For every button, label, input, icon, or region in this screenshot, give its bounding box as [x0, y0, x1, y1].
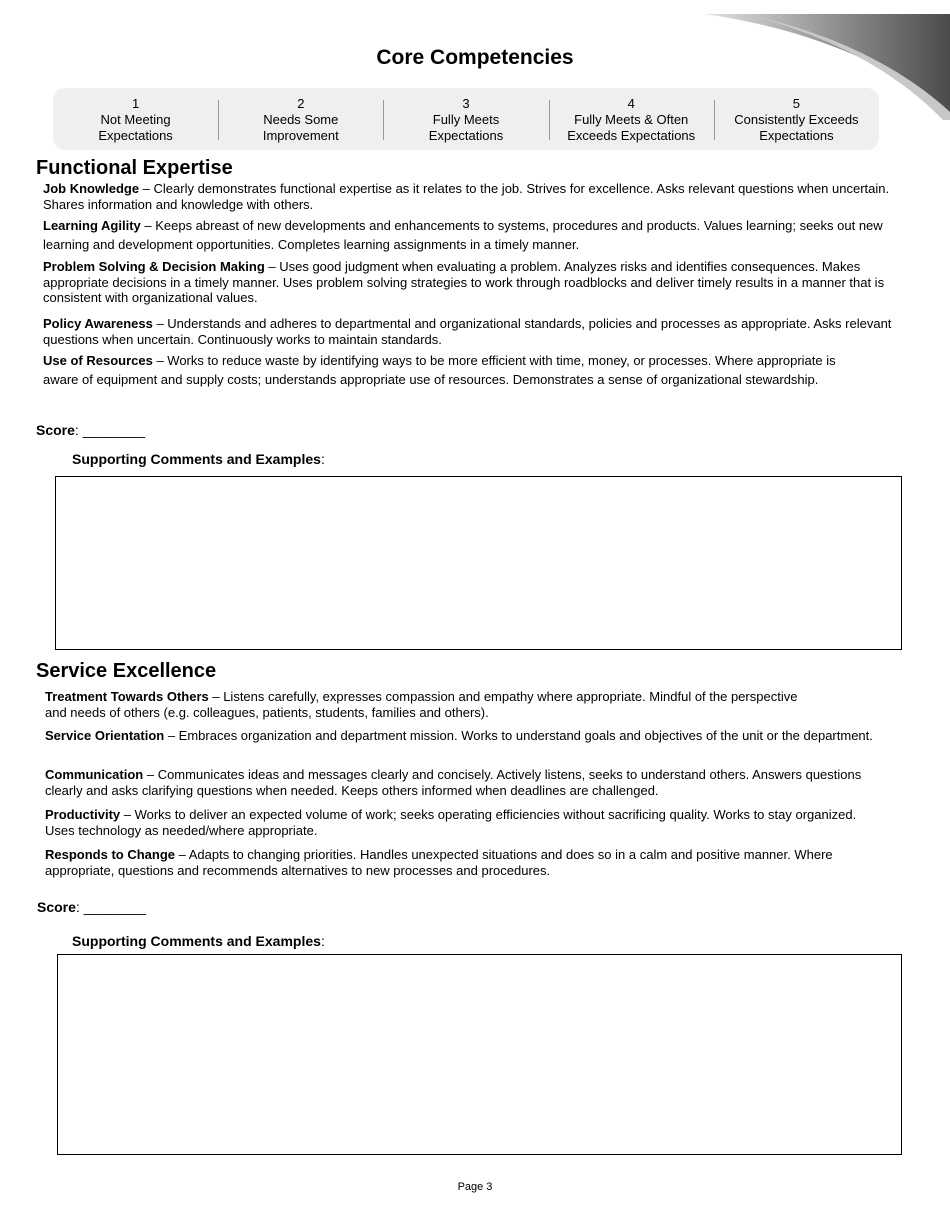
competency-description: – Works to reduce waste by identifying ways to be more efficient with time, money, or processes. Where appropriate is aware of equipment and supply costs; understands appropriate use of resources. Demonstrates a sense of organizational stewardship. [43, 353, 836, 387]
competency-responds-to-change [45, 847, 875, 878]
competency-description: – Works to deliver an expected volume of work; seeks operating efficiencies without sacrificing quality. Works to stay organized. Uses technology as needed/where appropriate. [45, 807, 857, 838]
comments-box-service-excellence[interactable] [57, 954, 902, 1155]
score-label: Score [37, 899, 76, 915]
competency-description: – Adapts to changing priorities. Handles unexpected situations and does so in a calm and positive manner. Where appropriate, questions and recommends alternatives to new processes and procedures. [45, 847, 833, 878]
score-field-functional-expertise[interactable] [36, 422, 145, 438]
rating-number: 1 [131, 96, 140, 111]
competency-title: Problem Solving & Decision Making [43, 259, 265, 274]
competency-title: Service Orientation [45, 728, 165, 743]
competency-title: Treatment Towards Others [45, 689, 209, 704]
comments-label-service-excellence [72, 933, 325, 949]
rating-label-line2: Expectations [759, 128, 834, 143]
rating-scale-item [549, 88, 714, 150]
score-label: Score [36, 422, 75, 438]
page-number: Page 3 [457, 1181, 493, 1193]
rating-number: 5 [792, 96, 801, 111]
competency-title: Responds to Change [45, 847, 176, 862]
competency-description: – Understands and adheres to departmental and organizational standards, policies and processes as appropriate. Asks relevant questions when uncertain. Continuously works to maintain standards. [43, 316, 892, 347]
comments-label-colon: : [320, 933, 325, 949]
rating-label-line2: Exceeds Expectations [567, 128, 696, 143]
competency-title: Job Knowledge [43, 181, 140, 196]
comments-label-colon: : [320, 451, 325, 467]
comments-label-text: Supporting Comments and Examples [72, 451, 321, 467]
competency-description: – Clearly demonstrates functional expertise as it relates to the job. Strives for excellence. Asks relevant questions when uncertain. Shares information and knowledge with others. [43, 181, 890, 212]
competency-use-of-resources [43, 351, 873, 389]
comments-label-functional-expertise [72, 451, 325, 467]
competency-title: Communication [45, 767, 144, 782]
comments-label-text: Supporting Comments and Examples [72, 933, 321, 949]
score-blank: : ________ [74, 422, 145, 438]
competency-job-knowledge [43, 181, 903, 212]
competency-productivity [45, 807, 885, 838]
competency-description: – Listens carefully, expresses compassion and empathy where appropriate. Mindful of the perspective and needs of others (e.g. colleagues, patients, students, families and others). [45, 689, 798, 720]
competency-policy-awareness [43, 316, 903, 347]
rating-scale-item [218, 88, 383, 150]
rating-label-line1: Fully Meets & Often [574, 112, 689, 127]
competency-treatment-towards-others [45, 689, 815, 720]
rating-number: 4 [627, 96, 635, 111]
rating-scale-item [383, 88, 548, 150]
competency-title: Use of Resources [43, 353, 153, 368]
section-heading-functional-expertise: Functional Expertise [36, 157, 233, 179]
competency-title: Productivity [45, 807, 121, 822]
score-blank: : ________ [75, 899, 146, 915]
competency-learning-agility [43, 216, 893, 254]
rating-number: 2 [297, 96, 305, 111]
competency-description: – Communicates ideas and messages clearly and concisely. Actively listens, seeks to understand others. Answers questions clearly and asks clarifying questions when needed. Keeps others informed when deadlines are challenged. [45, 767, 862, 798]
rating-scale-item [53, 88, 218, 150]
competency-description: – Uses good judgment when evaluating a problem. Analyzes risks and identifies consequences. Makes appropriate decisions in a timely manner. Uses problem solving strategies to work through roadblocks and deliver timely results in a manner that is consistent with organizational values. [43, 259, 885, 305]
competency-title: Learning Agility [43, 218, 141, 233]
rating-label-line1: Consistently Exceeds [734, 112, 859, 127]
page-title: Core Competencies [376, 46, 574, 69]
rating-label-line2: Improvement [262, 128, 339, 143]
competency-description: – Keeps abreast of new developments and enhancements to systems, procedures and products. Values learning; seeks out new learning and development opportunities. Completes learning assignments in a timely manner. [43, 218, 883, 252]
rating-label-line1: Fully Meets [432, 112, 500, 127]
rating-scale-item [714, 88, 879, 150]
section-heading-service-excellence: Service Excellence [36, 660, 217, 682]
competency-title: Policy Awareness [43, 316, 153, 331]
comments-box-functional-expertise[interactable] [55, 476, 902, 650]
competency-service-orientation [45, 728, 885, 744]
competency-problem-solving [43, 259, 903, 306]
rating-label-line1: Needs Some [263, 112, 339, 127]
rating-scale [53, 88, 879, 150]
rating-label-line2: Expectations [98, 128, 173, 143]
rating-label-line1: Not Meeting [100, 112, 171, 127]
competency-communication [45, 767, 885, 798]
competency-description: – Embraces organization and department mission. Works to understand goals and objectives of the unit or the department. [164, 728, 873, 743]
rating-number: 3 [462, 96, 470, 111]
rating-label-line2: Expectations [428, 128, 504, 143]
score-field-service-excellence[interactable] [37, 899, 146, 915]
